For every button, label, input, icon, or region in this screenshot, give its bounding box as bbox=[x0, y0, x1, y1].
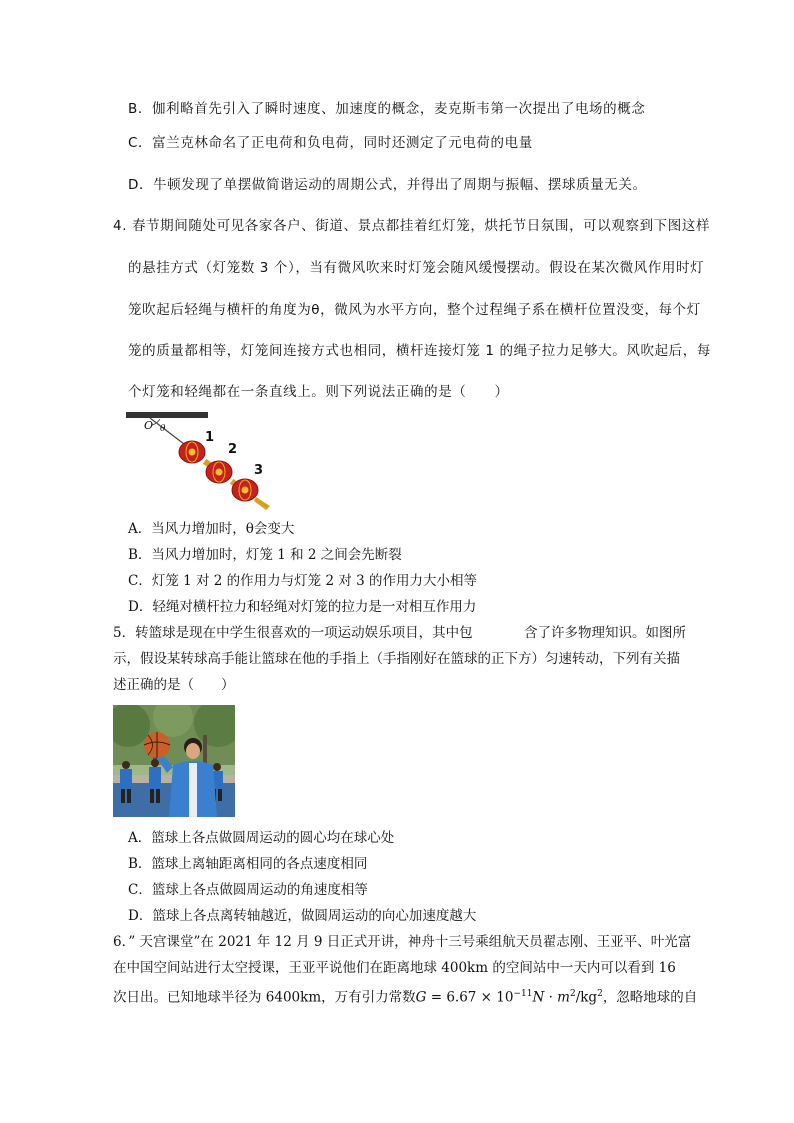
q5-stem-line-2: 示，假设某转球高手能让篮球在他的手指上（手指刚好在篮球的正下方）匀速转动，下列有关描 bbox=[113, 651, 680, 667]
q6-stem-line-3-tail: ，忽略地球的自 bbox=[602, 989, 698, 1006]
horizontal-bar bbox=[126, 412, 208, 418]
unit-newton: N bbox=[532, 989, 545, 1006]
basketball bbox=[144, 732, 170, 758]
q5-option-a: A．篮球上各点做圆周运动的圆心均在球心处 bbox=[128, 830, 395, 846]
label-o: O bbox=[144, 419, 154, 432]
label-theta: θ bbox=[160, 424, 166, 434]
q3-option-b: B．伽利略首先引入了瞬时速度、加速度的概念，麦克斯韦第一次提出了电场的概念 bbox=[128, 101, 646, 117]
gravitational-constant-exponent: −11 bbox=[513, 989, 533, 999]
gravitational-constant-value: = 6.67 × 10 bbox=[426, 989, 514, 1006]
q6-stem-line-3-text: 次日出。已知地球半径为 6400km，万有引力常数 bbox=[113, 989, 416, 1006]
q4-option-a: A．当风力增加时，θ会变大 bbox=[128, 521, 295, 537]
q4-stem-line-4: 笼的质量都相等，灯笼间连接方式也相同，横杆连接灯笼 1 的绳子拉力足够大。风吹起后，每 bbox=[128, 343, 711, 359]
q6-stem-line-2: 在中国空间站进行太空授课，王亚平说他们在距离地球 400km 的空间站中一天内可以看到 16 bbox=[113, 960, 676, 976]
lantern-1 bbox=[179, 441, 205, 463]
q4-option-d: D．轻绳对横杆拉力和轻绳对灯笼的拉力是一对相互作用力 bbox=[128, 599, 477, 615]
label-lantern-2: 2 bbox=[228, 442, 238, 457]
q3-option-c: C．富兰克林命名了正电荷和负电荷，同时还测定了元电荷的电量 bbox=[128, 135, 533, 151]
q4-stem-line-2: 的悬挂方式（灯笼数 3 个），当有微风吹来时灯笼会随风缓慢摆动。假设在某次微风作用时灯 bbox=[128, 260, 705, 276]
q5-option-b: B．篮球上离轴距离相同的各点速度相同 bbox=[128, 856, 368, 872]
q4-stem-line-1: 4. 春节期间随处可见各家各户、街道、景点都挂着红灯笼，烘托节日氛围，可以观察到下图这样 bbox=[113, 218, 711, 234]
q5-stem-line-1a: 5．转篮球是现在中学生很喜欢的一项运动娱乐项目，其中包 bbox=[113, 625, 473, 641]
lantern-diagram bbox=[124, 410, 279, 512]
label-lantern-3: 3 bbox=[254, 463, 264, 478]
q5-option-d: D．篮球上各点离转轴越近，做圆周运动的向心加速度越大 bbox=[128, 908, 477, 924]
unit-kg-exponent: 2 bbox=[597, 989, 603, 999]
label-lantern-1: 1 bbox=[205, 430, 215, 445]
rope bbox=[150, 418, 184, 444]
lantern-3 bbox=[232, 479, 258, 501]
lantern-2 bbox=[206, 461, 232, 483]
unit-dot: · bbox=[544, 989, 558, 1006]
unit-kg: /kg bbox=[575, 989, 598, 1006]
q5-option-c: C．篮球上各点做圆周运动的角速度相等 bbox=[128, 882, 368, 898]
unit-meter: m bbox=[557, 989, 570, 1006]
q4-option-c: C．灯笼 1 对 2 的作用力与灯笼 2 对 3 的作用力大小相等 bbox=[128, 573, 478, 589]
q4-option-b: B．当风力增加时，灯笼 1 和 2 之间会先断裂 bbox=[128, 547, 402, 563]
q5-stem-line-3: 述正确的是（ ） bbox=[113, 677, 235, 693]
gravitational-constant-symbol: G bbox=[415, 989, 427, 1006]
basketball-scene bbox=[113, 705, 235, 817]
unit-meter-exponent: 2 bbox=[569, 989, 576, 999]
q3-option-d: D．牛顿发现了单摆做简谐运动的周期公式，并得出了周期与振幅、摆球质量无关。 bbox=[128, 177, 647, 193]
lantern-tassel bbox=[254, 497, 270, 510]
q5-stem-line-1b: 含了许多物理知识。如图所 bbox=[524, 625, 686, 641]
q4-stem-line-5: 个灯笼和轻绳都在一条直线上。则下列说法正确的是（ ） bbox=[128, 384, 509, 400]
basketball-photo bbox=[113, 705, 235, 817]
q4-stem-line-3: 笼吹起后轻绳与横杆的角度为θ，微风为水平方向，整个过程绳子系在横杆位置没变，每个灯 bbox=[128, 302, 701, 318]
lantern-figure bbox=[124, 410, 279, 512]
q6-stem-line-3 bbox=[113, 985, 697, 1007]
q6-stem-line-1: 6．” 天宫课堂”在 2021 年 12 月 9 日正式开讲，神舟十三号乘组航天员翟志刚、王亚平、叶光富 bbox=[113, 934, 692, 950]
